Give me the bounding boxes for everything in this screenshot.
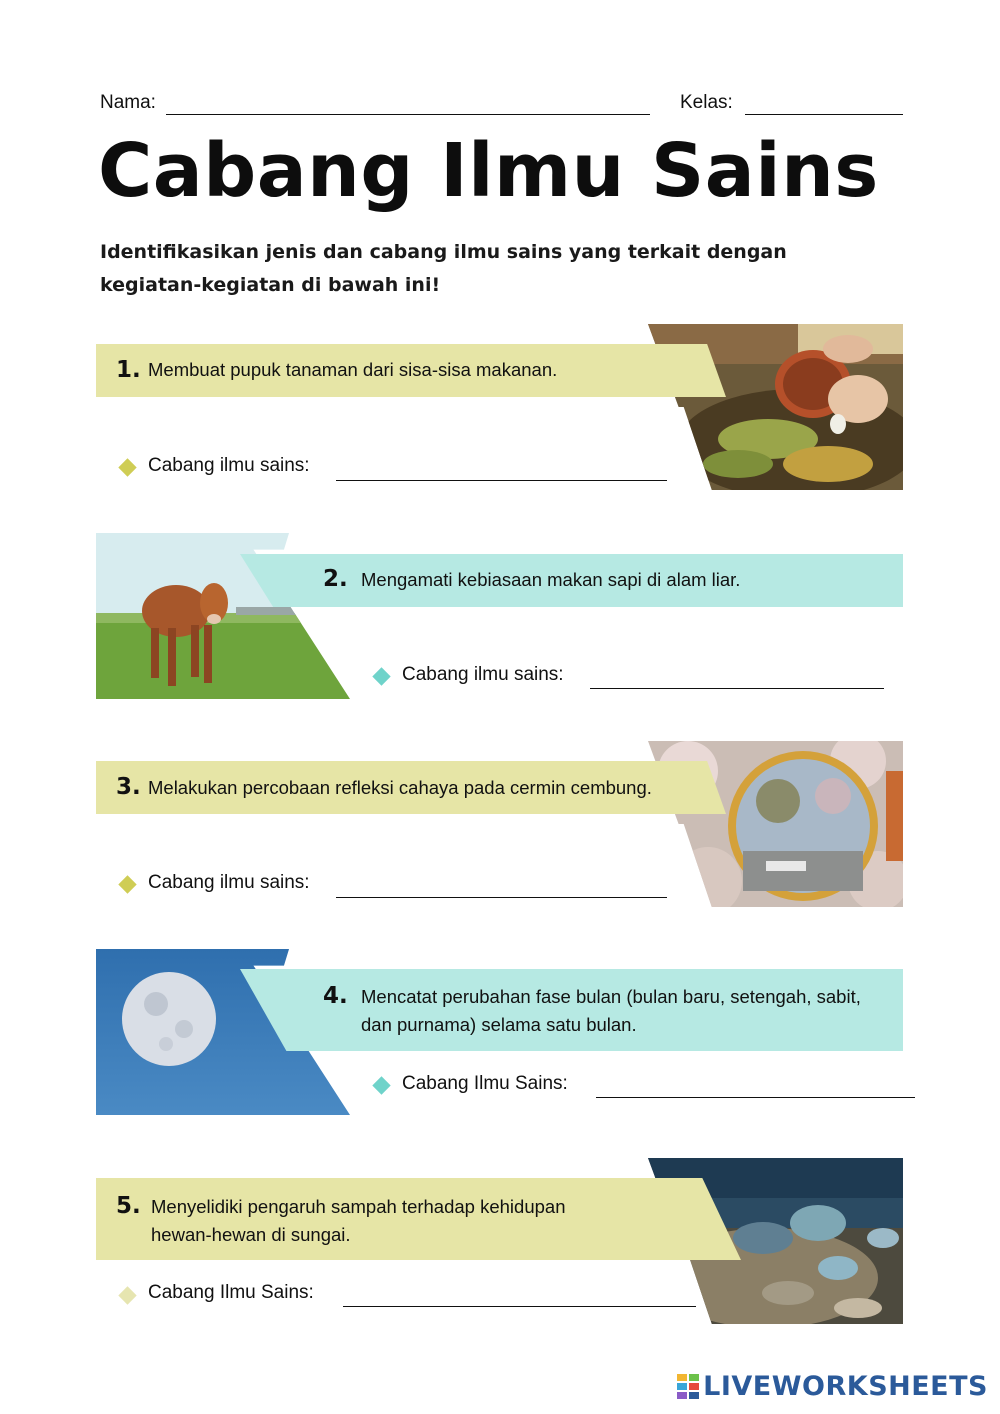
diamond-bullet-icon [372, 1076, 390, 1094]
diamond-bullet-icon [372, 667, 390, 685]
question-text-4: Mencatat perubahan fase bulan (bulan baru, setengah, sabit, dan purnama) selama satu bulan. [361, 986, 861, 1035]
class-label: Kelas: [680, 92, 733, 113]
answer-field-2[interactable] [590, 688, 884, 689]
answer-label-2: Cabang ilmu sains: [402, 664, 564, 685]
answer-field-5[interactable] [343, 1306, 696, 1307]
name-field[interactable] [166, 114, 650, 115]
diamond-bullet-icon [118, 875, 136, 893]
answer-label-3: Cabang ilmu sains: [148, 872, 310, 893]
diamond-bullet-icon [118, 458, 136, 476]
question-number-2: 2. [323, 566, 348, 592]
question-text-3: Melakukan percobaan refleksi cahaya pada cermin cembung. [148, 777, 652, 798]
brand-text: LIVEWORKSHEETS [703, 1371, 988, 1402]
diamond-bullet-icon [118, 1286, 136, 1304]
question-text-1: Membuat pupuk tanaman dari sisa-sisa makanan. [148, 359, 558, 380]
question-number-4: 4. [323, 983, 348, 1009]
answer-field-3[interactable] [336, 897, 667, 898]
liveworksheets-logo [677, 1371, 988, 1402]
question-text-2: Mengamati kebiasaan makan sapi di alam liar. [361, 569, 741, 590]
name-label: Nama: [100, 92, 156, 113]
question-number-5: 5. [116, 1193, 141, 1219]
class-field[interactable] [745, 114, 903, 115]
answer-field-4[interactable] [596, 1097, 915, 1098]
liveworksheets-icon [677, 1374, 699, 1400]
answer-label-1: Cabang ilmu sains: [148, 455, 310, 476]
answer-field-1[interactable] [336, 480, 667, 481]
answer-label-5: Cabang Ilmu Sains: [148, 1282, 314, 1303]
instruction-text: Identifikasikan jenis dan cabang ilmu sains yang terkait dengan kegiatan-kegiatan di bawah ini! [100, 241, 787, 296]
answer-label-4: Cabang Ilmu Sains: [402, 1073, 568, 1094]
question-number-1: 1. [116, 357, 141, 383]
question-number-3: 3. [116, 774, 141, 800]
page-title: Cabang Ilmu Sains [98, 128, 879, 214]
question-text-5: Menyelidiki pengaruh sampah terhadap kehidupan hewan-hewan di sungai. [151, 1196, 566, 1245]
